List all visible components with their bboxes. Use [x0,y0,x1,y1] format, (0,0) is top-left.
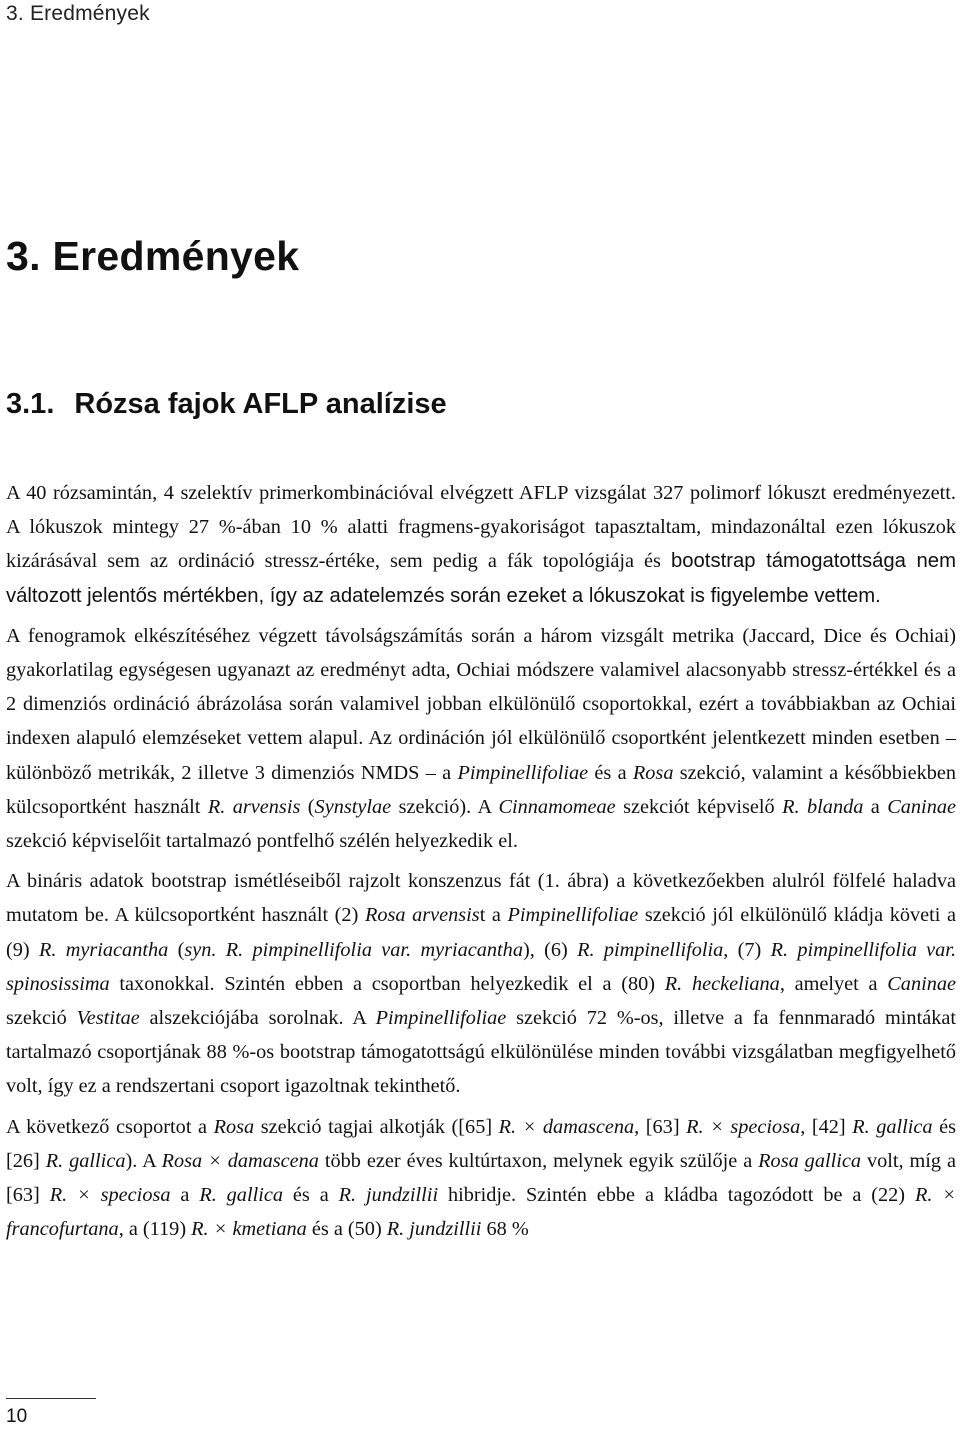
text-run: , [63] [634,1115,687,1138]
text-run: , amelyet a [779,972,888,995]
text-run: és a [588,761,633,784]
italic-run: R. × kmetiana [191,1218,307,1241]
italic-run: R. × francofurtana [6,1184,956,1241]
text-run: szekció [6,1007,77,1030]
paragraph [6,864,956,1103]
text-run: és a [283,1184,339,1207]
page-number: 10 [6,1406,28,1427]
italic-run: Synstylae [314,795,392,818]
text-run: szekció tagjai alkotják ([65] [254,1115,499,1138]
italic-run: Pimpinellifoliae [375,1007,507,1030]
italic-run: R. gallica [45,1149,126,1172]
text-run: ), (6) [522,938,578,961]
text-run: alszekciójába sorolnak. A [139,1007,376,1030]
text-run: t a [479,904,508,927]
text-run: ). A [125,1149,162,1172]
text-run: A bináris adatok bootstrap ismétléseiből rajzolt konszenzus fát (1. ábra) a következőekben alulról fölfelé haladva mutatom be. A külcsoportként használt (2) [6,870,956,927]
text-run: 68 % [481,1218,529,1241]
italic-run: R. heckeliana [664,972,780,995]
italic-run: R. pimpinellifolia [577,938,724,961]
italic-run: syn. R. pimpinellifolia var. myriacantha [184,938,523,961]
italic-run: Rosa [213,1115,255,1138]
text-run: A fenogramok elkészítéséhez végzett távolságszámítás során a három vizsgált metrika (Jaccard, Dice és Ochiai) gyakorlatilag egységesen ugyanazt az eredményt adta, Ochiai módszere valamivel alacsonyabb stressz-értékkel és a 2 dimenziós ordináció ábrázolása során valamivel jobban elkülönülő csoportokkal, ezért a továbbiakban az Ochiai indexen alapuló elemzéseket vettem alapul. Az ordináción jól elkülönülő csoportként jelentkezett minden esetben – különböző metrikák, 2 illetve 3 dimenziós NMDS – a [6,624,956,784]
italic-run: R. myriacantha [38,938,169,961]
text-run: több ezer éves kultúrtaxon, melynek egyik szülője a [318,1149,759,1172]
text-run: és a (50) [306,1218,387,1241]
italic-run: R. × damascena [498,1115,635,1138]
text-run: ( [300,795,315,818]
italic-run: Pimpinellifoliae [457,761,589,784]
italic-run: Vestitae [76,1007,140,1030]
text-run: taxonokkal. Szintén ebben a csoportban helyezkedik el a (80) [109,972,665,995]
body-text [6,476,956,1252]
text-run: volt, míg a [63] [6,1149,957,1207]
paragraph [6,1110,956,1247]
text-run: hibridje. Szintén ebbe a kládba tagozódott be a (22) [438,1184,915,1207]
chapter-title: 3. Eredmények [6,233,300,279]
paragraph [6,619,956,858]
italic-run: R. pimpinellifolia var. spinosissima [6,938,957,995]
text-run: szekció jól elkülönülő kládja követi a (9) [6,904,957,961]
italic-run: R. gallica [199,1184,283,1207]
italic-run: Caninae [887,972,957,995]
paragraph [6,476,956,613]
text-run: a [170,1184,200,1207]
text-run: , a (119) [118,1218,192,1241]
section-heading [6,388,447,421]
section-title: Rózsa fajok AFLP analízise [74,388,447,420]
italic-run: R. blanda [782,795,864,818]
text-run: szekció 72 %-os, illetve a fa fennmaradó mintákat tartalmazó csoportjának 88 %-os bootstrap támogatottságú elkülönülése minden további vizsgálatban megfigyelhető volt, így ez a rendszertani csoport igazoltnak tekinthető. [6,1007,956,1098]
italic-run: Pimpinellifoliae [507,904,639,927]
italic-run: Cinnamomeae [498,795,616,818]
running-header: 3. Eredmények [6,2,150,25]
text-run: , (7) [723,938,771,961]
text-run: bootstrap támogatottsága nem változott jelentős mértékben, így az adatelemzés során ezeket a lókuszokat is figyelembe vettem. [6,550,956,607]
italic-run: Rosa × damascena [161,1149,319,1172]
italic-run: Caninae [887,795,956,818]
italic-run: R. jundzillii [386,1218,482,1241]
text-run: és [26] [6,1115,956,1172]
section-number: 3.1. [6,388,55,420]
text-run: szekció, valamint a későbbiekben külcsoportként használt [6,761,956,818]
text-run: szekciót képviselő [615,795,783,818]
italic-run: Rosa gallica [758,1149,862,1172]
text-run: szekció képviselőit tartalmazó pontfelhő szélén helyezkedik el. [6,830,518,853]
footer-rule [6,1398,96,1399]
text-run: ( [168,938,185,961]
italic-run: R. × speciosa [49,1184,171,1207]
italic-run: R. arvensis [207,795,301,818]
italic-run: Rosa arvensis [364,904,480,927]
italic-run: R. jundzillii [338,1184,439,1207]
italic-run: R. × speciosa [686,1115,801,1138]
italic-run: R. gallica [852,1115,933,1138]
text-run: A 40 rózsamintán, 4 szelektív primerkombinációval elvégzett AFLP vizsgálat 327 polimorf lókuszt eredményezett. A lókuszok mintegy 27 %-ában 10 % alatti fragmens-gyakoriságot tapasztaltam, mindazonáltal ezen lókuszok kizárásával sem az ordináció stressz-értéke, sem pedig a fák topológiája és [6,482,956,573]
text-run: A következő csoportot a [6,1115,214,1138]
italic-run: Rosa [632,761,674,784]
text-run: a [863,795,888,818]
text-run: szekció). A [391,795,499,818]
text-run: , [42] [800,1115,853,1138]
